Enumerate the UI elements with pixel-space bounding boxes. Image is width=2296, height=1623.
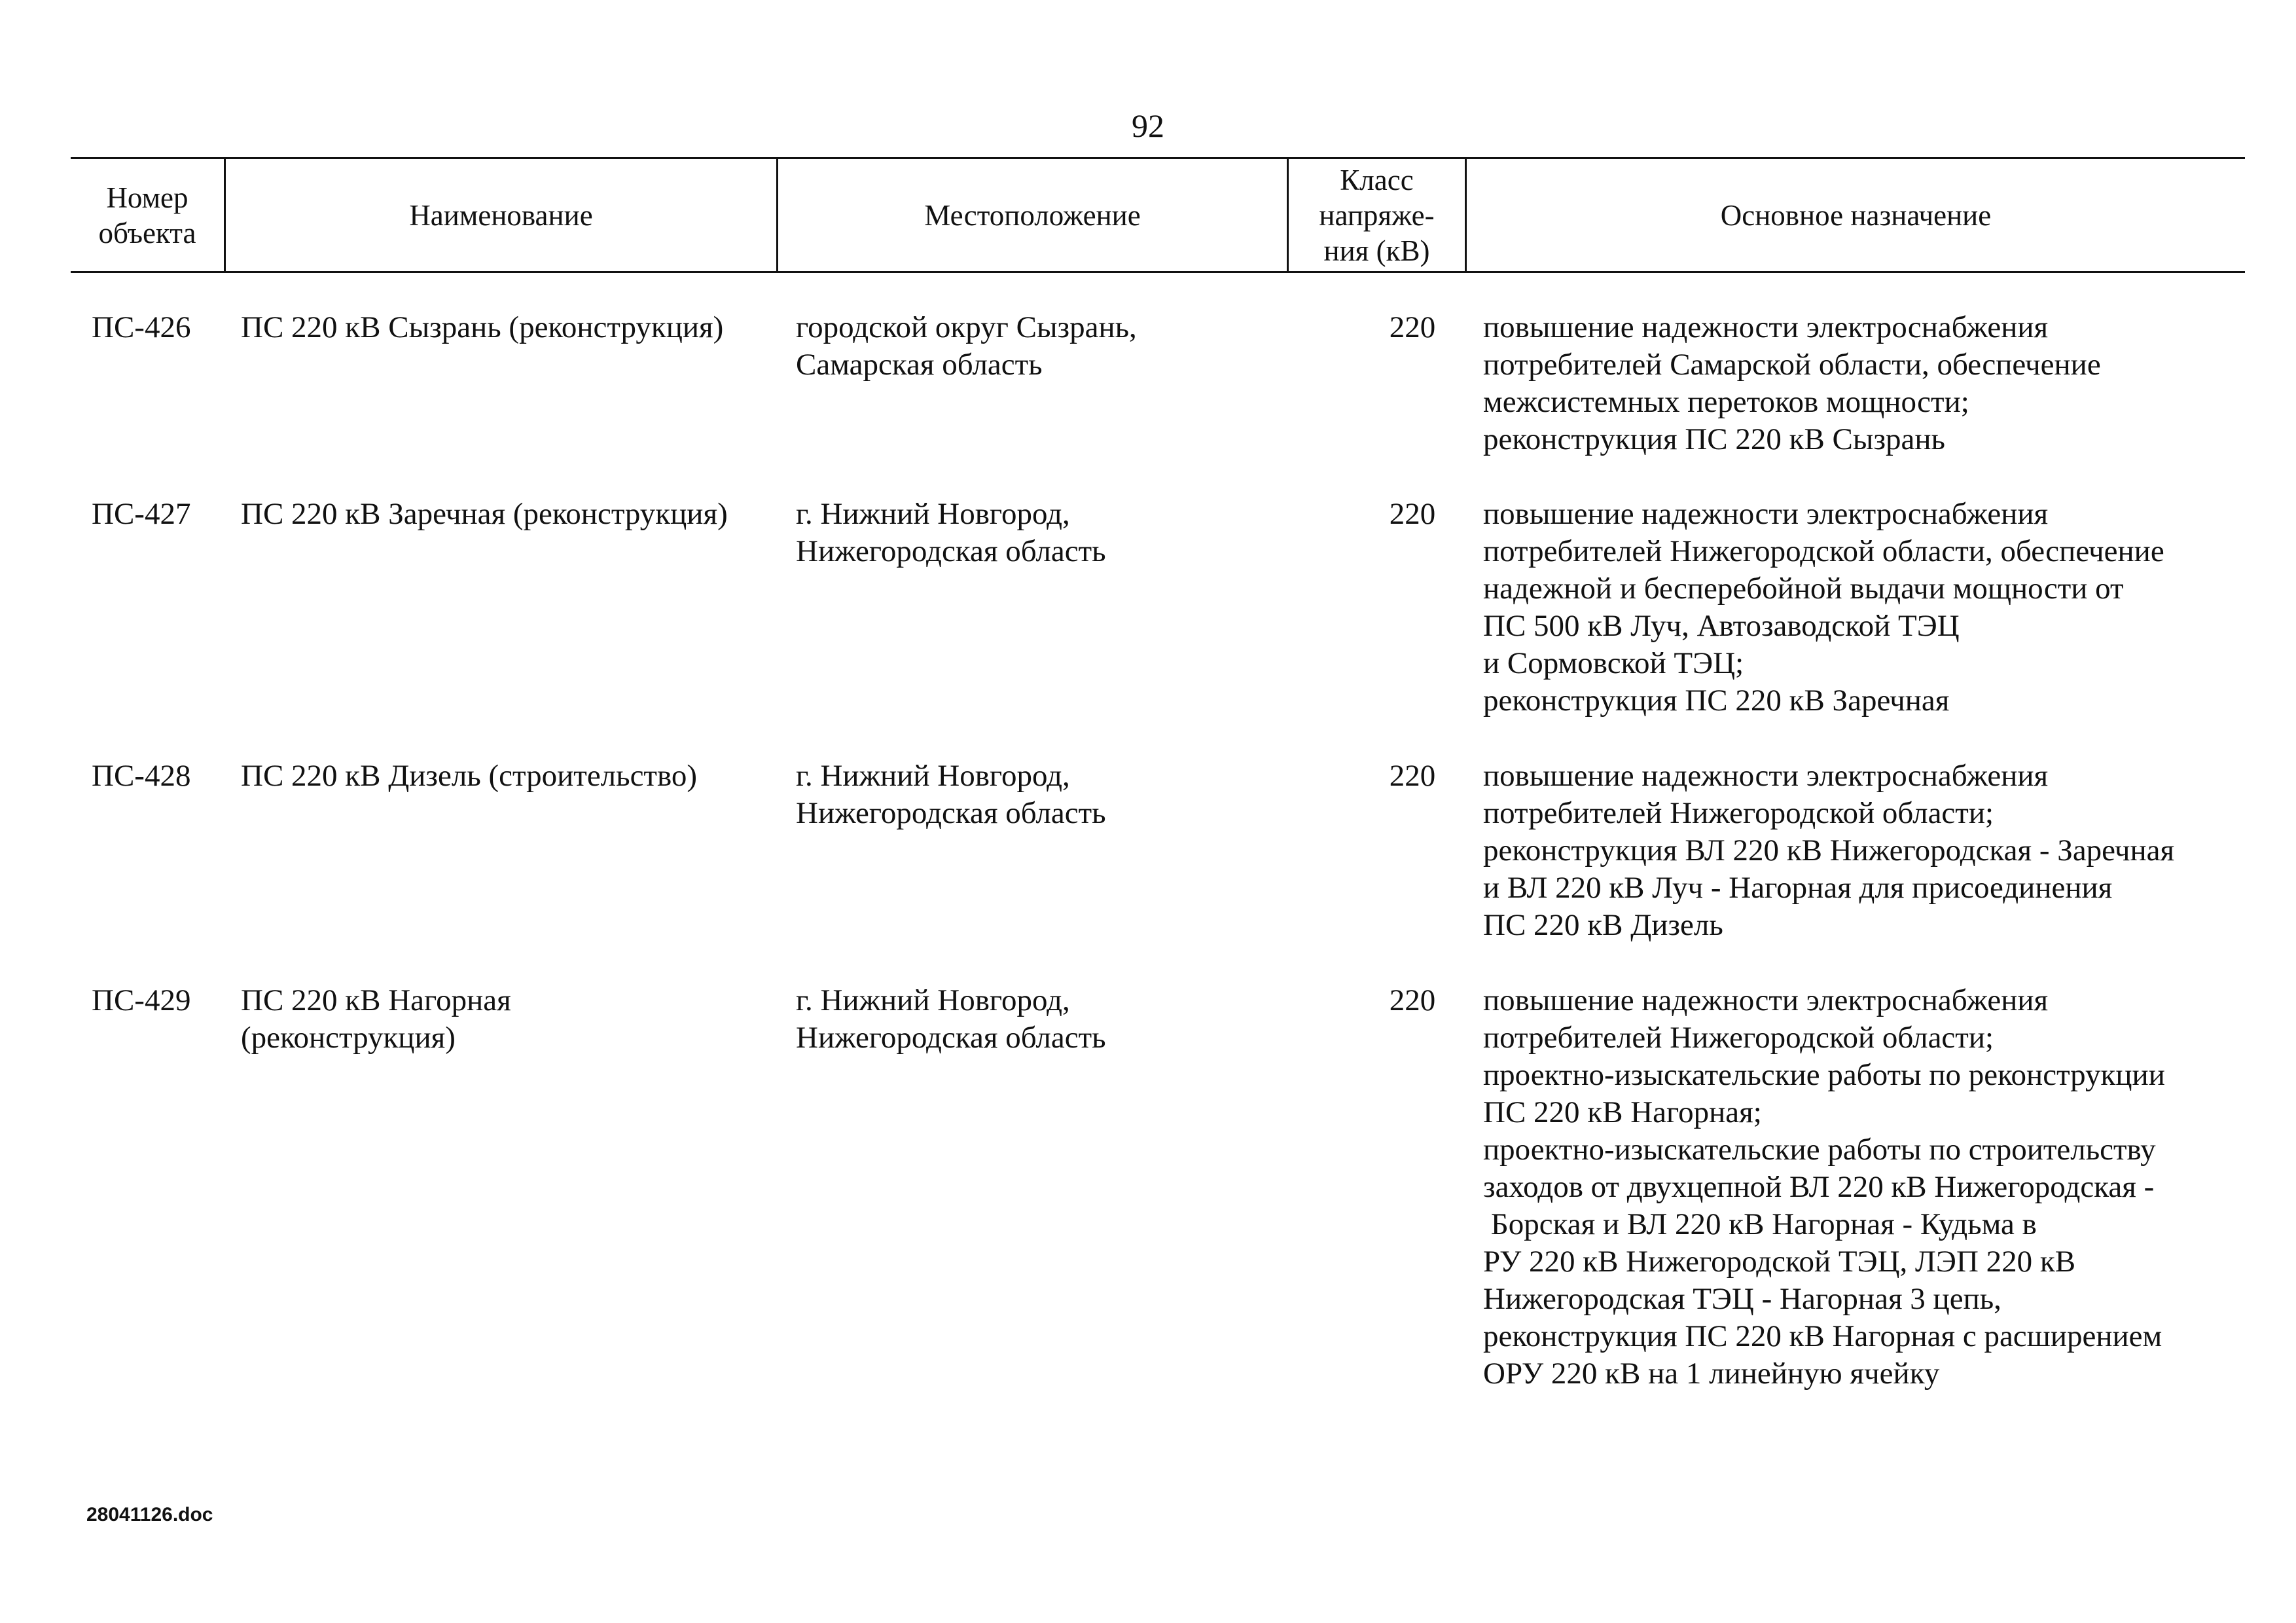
object-purpose-line: повышение надежности электроснабжения (1483, 497, 2049, 531)
object-location-line: городской округ Сызрань, (796, 310, 1137, 344)
object-location (796, 982, 1319, 1057)
object-purpose-line: ПС 220 кВ Дизель (1483, 908, 1723, 942)
object-purpose (1483, 309, 2242, 458)
object-purpose-line: реконструкция ВЛ 220 кВ Нижегородская - Заречная (1483, 833, 2175, 867)
object-location-line: г. Нижний Новгород, (796, 497, 1070, 531)
object-number: ПС-429 (92, 983, 191, 1017)
object-name (241, 496, 778, 533)
object-voltage: 220 (1389, 759, 1436, 793)
object-purpose-line: потребителей Нижегородской области; (1483, 796, 1994, 830)
object-purpose-line: проектно-изыскательские работы по реконструкции (1483, 1058, 2165, 1092)
object-purpose-line: проектно-изыскательские работы по строительству (1483, 1133, 2156, 1167)
document-filename: 28041126.doc (86, 1504, 213, 1525)
object-purpose-line: повышение надежности электроснабжения (1483, 759, 2049, 793)
page-number: 92 (1132, 107, 1164, 144)
object-purpose (1483, 757, 2242, 944)
object-name-line: ПС 220 кВ Нагорная (241, 983, 511, 1017)
object-purpose-line: ПС 500 кВ Луч, Автозаводской ТЭЦ (1483, 609, 1960, 643)
object-location-line: г. Нижний Новгород, (796, 759, 1070, 793)
object-location-line: г. Нижний Новгород, (796, 983, 1070, 1017)
object-purpose-line: заходов от двухцепной ВЛ 220 кВ Нижегородская - (1483, 1170, 2155, 1204)
object-purpose-line: потребителей Самарской области, обеспечение (1483, 348, 2101, 382)
object-purpose-line: реконструкция ПС 220 кВ Заречная (1483, 684, 1950, 718)
object-name (241, 757, 778, 795)
object-voltage: 220 (1389, 983, 1436, 1017)
object-location (796, 496, 1319, 570)
object-voltage: 220 (1389, 310, 1436, 344)
object-purpose-line: реконструкция ПС 220 кВ Нагорная с расширением (1483, 1319, 2162, 1353)
header-voltage-line: напряже- (1319, 198, 1435, 232)
object-purpose-line: надежной и бесперебойной выдачи мощности от (1483, 572, 2124, 606)
object-purpose-line: РУ 220 кВ Нижегородской ТЭЦ, ЛЭП 220 кВ (1483, 1245, 2076, 1279)
header-voltage (1289, 157, 1465, 273)
object-name (241, 309, 778, 346)
object-purpose-line: реконструкция ПС 220 кВ Сызрань (1483, 422, 1945, 456)
object-purpose-line: потребителей Нижегородской области; (1483, 1021, 1994, 1055)
object-location-line: Самарская область (796, 348, 1043, 382)
object-purpose-line: потребителей Нижегородской области, обеспечение (1483, 534, 2164, 568)
object-purpose (1483, 982, 2242, 1393)
object-voltage: 220 (1389, 497, 1436, 531)
object-purpose-line: межсистемных перетоков мощности; (1483, 385, 1969, 419)
object-name (241, 982, 778, 1057)
object-number: ПС-428 (92, 759, 191, 793)
object-purpose-line: ОРУ 220 кВ на 1 линейную ячейку (1483, 1357, 1940, 1391)
header-number-line: объекта (98, 216, 196, 249)
header-location (778, 157, 1287, 273)
object-purpose-line: повышение надежности электроснабжения (1483, 310, 2049, 344)
header-number-line: Номер (106, 181, 188, 214)
header-voltage-line: ния (кВ) (1323, 234, 1430, 267)
header-number (71, 157, 224, 273)
header-voltage-line: Класс (1340, 163, 1414, 196)
object-location-line: Нижегородская область (796, 796, 1106, 830)
object-number: ПС-427 (92, 497, 191, 531)
object-purpose-line: и ВЛ 220 кВ Луч - Нагорная для присоединения (1483, 871, 2113, 905)
object-purpose-line: Борская и ВЛ 220 кВ Нагорная - Кудьма в (1483, 1207, 2037, 1241)
header-location-label: Местоположение (924, 198, 1141, 232)
header-name-label: Наименование (409, 198, 593, 232)
object-name-line: ПС 220 кВ Сызрань (реконструкция) (241, 310, 724, 344)
object-purpose (1483, 496, 2242, 720)
object-purpose-line: Нижегородская ТЭЦ - Нагорная 3 цепь, (1483, 1282, 2001, 1316)
object-number: ПС-426 (92, 310, 191, 344)
object-name-line: ПС 220 кВ Дизель (строительство) (241, 759, 697, 793)
object-location (796, 757, 1319, 832)
header-purpose-label: Основное назначение (1720, 198, 1992, 232)
object-name-line: ПС 220 кВ Заречная (реконструкция) (241, 497, 728, 531)
object-location-line: Нижегородская область (796, 534, 1106, 568)
object-purpose-line: и Сормовской ТЭЦ; (1483, 646, 1744, 680)
object-purpose-line: повышение надежности электроснабжения (1483, 983, 2049, 1017)
header-name (226, 157, 776, 273)
object-location (796, 309, 1319, 384)
object-purpose-line: ПС 220 кВ Нагорная; (1483, 1095, 1762, 1129)
header-purpose (1467, 157, 2245, 273)
object-name-line: (реконструкция) (241, 1021, 456, 1055)
object-location-line: Нижегородская область (796, 1021, 1106, 1055)
